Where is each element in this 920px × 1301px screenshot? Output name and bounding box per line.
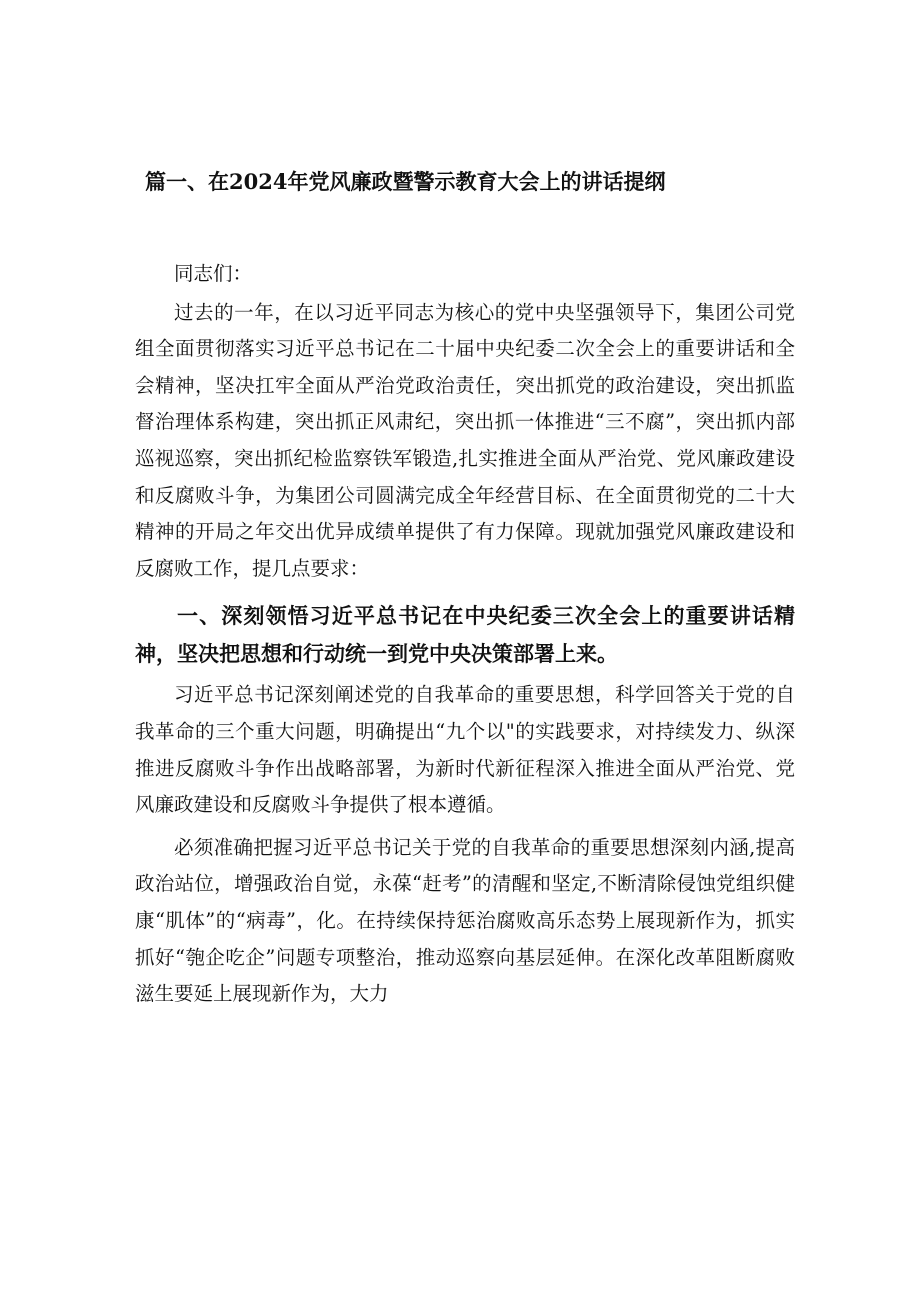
document-body <box>135 256 795 1013</box>
section-paragraph-2: 必须准确把握习近平总书记关于党的自我革命的重要思想深刻内涵,提高政治站位，增强政治自觉，永葆“赶考”的清醒和坚定,不断清除侵蚀党组织健康“肌体”的“病毒”，化。在持续保持惩治腐败高乐态势上展现新作为，抓实抓好“匏企吃企”问题专项整治，推动巡察向基层延伸。在深化改革阻断腐败滋生要延上展现新作为，大力 <box>135 835 795 1006</box>
section-paragraph-1: 习近平总书记深刻阐述党的自我革命的重要思想，科学回答关于党的自我革命的三个重大问题，明确提出“九个以"的实践要求，对持续发力、纵深推进反腐败斗争作出战略部署，为新时代新征程深入推进全面从严治党、党风廉政建设和反腐败斗争提供了根本遵循。 <box>135 683 795 817</box>
intro-paragraph: 过去的一年，在以习近平同志为核心的党中央坚强领导下，集团公司党组全面贯彻落实习近平总书记在二十届中央纪委二次全会上的重要讲话和全会精神，坚决扛牢全面从严治党政治责任，突出抓党的政治建设，突出抓监督治理体系构建，突出抓正风肃纪，突出抓一体推进“三不腐”，突出抓内部巡视巡察，突出抓纪检监察铁军锻造,扎实推进全面从严治党、党风廉政建设和反腐败斗争，为集团公司圆满完成全年经营目标、在全面贯彻党的二十大精神的开局之年交出优异成绩单提供了有力保障。现就加强党风廉政建设和反腐败工作，提几点要求： <box>135 300 795 580</box>
section-heading: 一、深刻领悟习近平总书记在中央纪委三次全会上的重要讲话精神，坚决把思想和行动统一到党中央决策部署上来。 <box>135 604 795 667</box>
document-title: 篇一、在2024年党风廉政暨警示教育大会上的讲话提纲 <box>145 169 666 194</box>
salutation: 同志们： <box>174 262 253 285</box>
